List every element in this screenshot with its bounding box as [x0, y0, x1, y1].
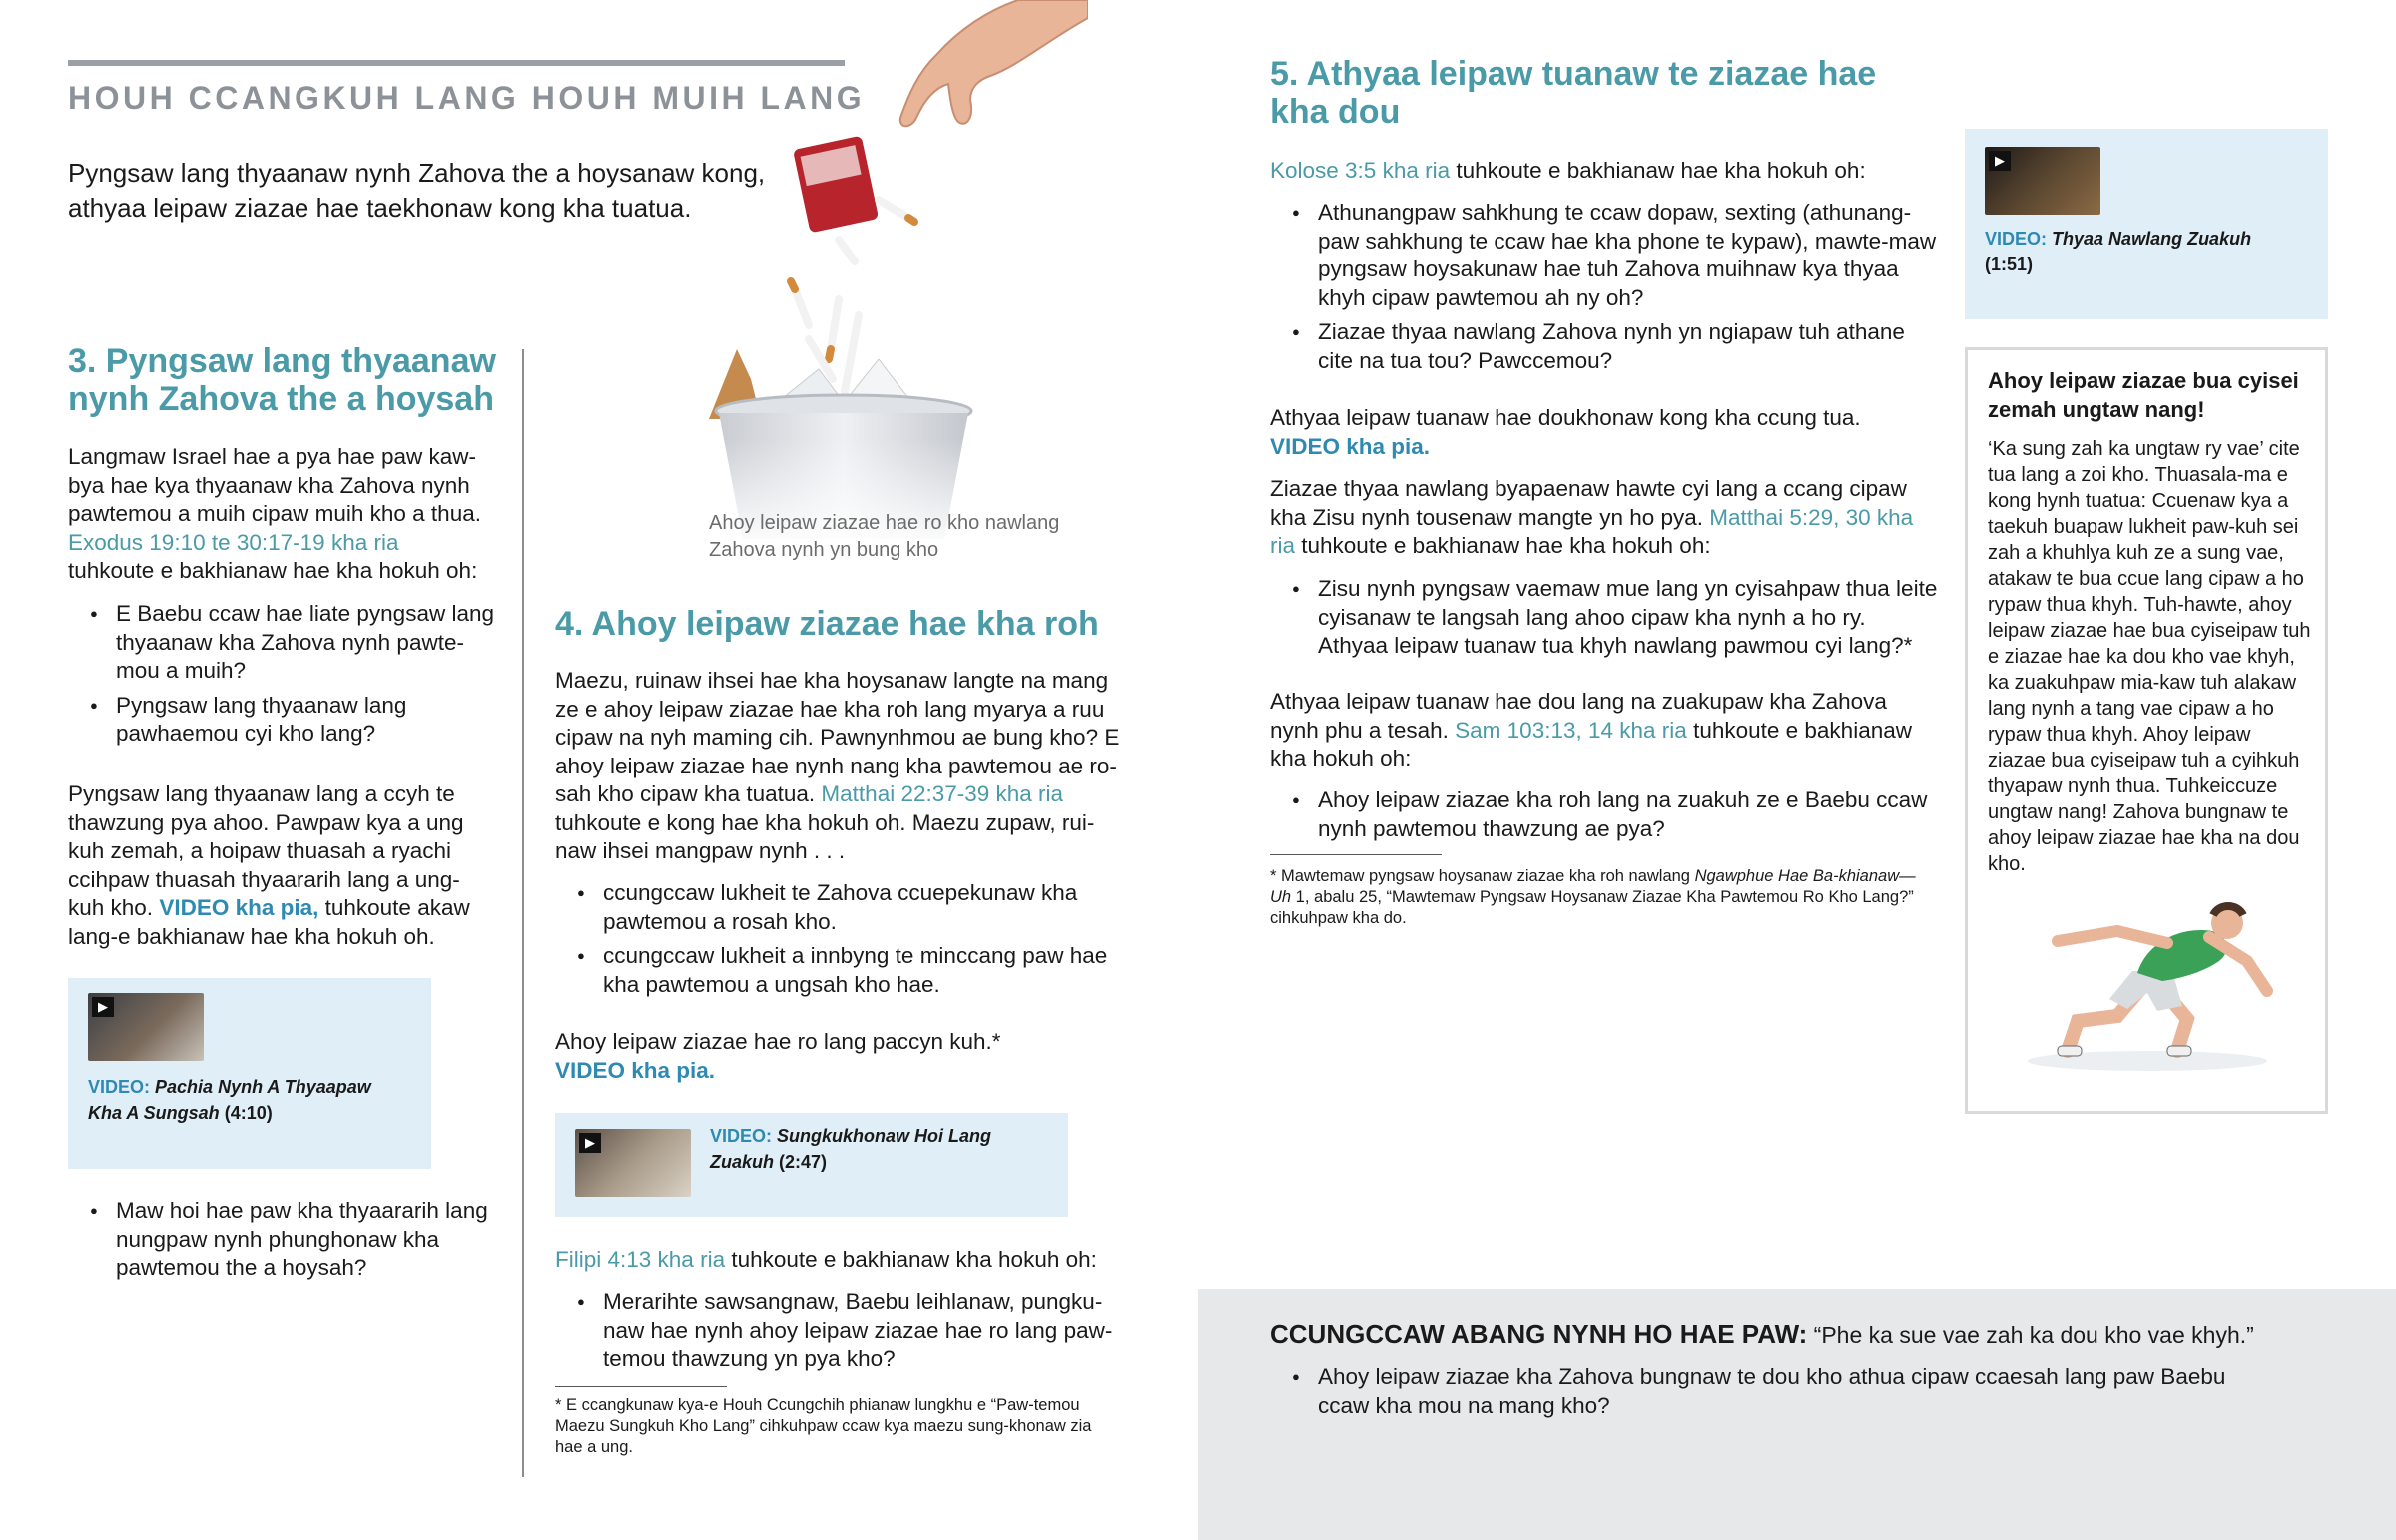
video-link[interactable]: VIDEO kha pia. [555, 1057, 716, 1083]
scripture-link-exodus[interactable]: Exodus 19:10 te 30:17-19 kha ria [68, 529, 399, 555]
section-5-footnote-b: 1, abalu 25, “Mawtemaw Pyngsaw Hoysanaw Ziazae Kha Pawtemou Ro Kho Lang?” cihkuhpaw kha do. [1270, 888, 1914, 927]
cigarette-pack-icon [793, 136, 879, 234]
key-question-label: CCUNGCCAW ABANG NYNH HO HAE PAW: [1270, 1319, 1808, 1349]
key-question-list [1270, 1363, 2268, 1426]
list-item: ● Ahoy leipaw ziazae kha roh lang na zuakuh ze e Baebu ccaw nynh pawtemou thawzung ae pya? [1270, 786, 1939, 843]
section-5-list-1 [1270, 199, 1939, 381]
section-5-para-4-a: Athyaa leipaw tuanaw hae dou lang na zuakupaw kha Zahova nynh phu a tesah. [1270, 689, 1887, 743]
section-3-para-1-a: Langmaw Israel hae a pya hae paw kaw-bya hae kya thyaanaw kha Zahova nynh pawtemou a muih cipaw muih kho a thua. [68, 444, 481, 526]
section-3-para-2-b: tuhkoute akaw lang-e bakhianaw hae kha hokuh oh. [68, 895, 470, 949]
encouragement-box [1965, 347, 2328, 1114]
footnote-rule [1270, 854, 1442, 855]
video-card-sungkukhonaw[interactable] [555, 1113, 1068, 1217]
list-item: ● Pyngsaw lang thyaanaw lang pawhaemou cyi kho lang? [68, 692, 507, 749]
hand-icon [900, 0, 1088, 126]
video-title[interactable]: Sungkukhonaw Hoi Lang Zuakuh [710, 1126, 992, 1172]
section-4-followup [555, 1288, 1134, 1380]
video-link[interactable]: VIDEO kha pia, [159, 895, 319, 920]
section-3-followup [68, 1197, 507, 1288]
section-4-list [555, 879, 1134, 1005]
video-duration: (1:51) [1985, 255, 2034, 274]
section-5-list-3 [1270, 786, 1939, 849]
video-caption [88, 1074, 407, 1126]
list-item: ● Merarihte sawsangnaw, Baebu leihlanaw, pungku-naw hae nynh ahoy leipaw ziazae hae ro lang paw-temou thawzung yn pya kho? [555, 1288, 1134, 1374]
video-duration: (4:10) [224, 1103, 273, 1123]
section-3-para-1 [68, 443, 487, 586]
video-thumbnail[interactable] [1985, 147, 2100, 215]
section-5-para-3 [1270, 475, 1939, 561]
key-question-panel [1198, 1289, 2396, 1540]
section-5-title: 5. Athyaa leipaw tuanaw te ziazae hae kha dou [1270, 55, 1877, 131]
video-caption [710, 1123, 1049, 1175]
scripture-link-matthai[interactable]: Matthai 22:37-39 kha ria [821, 781, 1064, 806]
section-kicker: HOUH CCANGKUH LANG HOUH MUIH LANG [68, 80, 866, 116]
scripture-link-kolose[interactable]: Kolose 3:5 kha ria [1270, 158, 1451, 183]
section-5-para-4-b: tuhkoute e bakhianaw kha hokuh oh: [1270, 717, 1912, 770]
footnote-rule [555, 1386, 727, 1387]
key-question-quote: “Phe ka sue vae zah ka dou kho vae khyh.” [1807, 1322, 2254, 1348]
list-item: ● Athunangpaw sahkhung te ccaw dopaw, sexting (athunang-paw sahkhung te ccaw hae kha phone te kypaw), mawte-maw pyngsaw hoysakunaw hae tuh Zahova muihnaw kya thyaa khyh cipaw pawtemou ah ny oh? [1270, 199, 1939, 312]
key-question [1270, 1319, 2368, 1350]
video-label: VIDEO: [88, 1077, 151, 1097]
box-title: Ahoy leipaw ziazae bua cyisei zemah ungtaw nang! [1988, 368, 2299, 422]
runner-illustration [1998, 901, 2297, 1076]
video-label: VIDEO: [1985, 229, 2048, 249]
scripture-link-filipi[interactable]: Filipi 4:13 kha ria [555, 1247, 726, 1272]
section-3-para-2 [68, 780, 487, 951]
video-duration: (2:47) [779, 1152, 828, 1172]
section-5-ref-1-b: tuhkoute e bakhianaw hae kha hokuh oh: [1450, 158, 1866, 183]
section-4-para-3 [555, 1246, 1134, 1275]
video-caption [1985, 226, 2314, 277]
scripture-link-matthai-5[interactable]: Matthai 5:29, 30 kha ria [1270, 504, 1914, 558]
section-5-para-4 [1270, 688, 1939, 773]
section-5-ref-1 [1270, 157, 1949, 186]
scripture-link-sam[interactable]: Sam 103:13, 14 kha ria [1455, 717, 1687, 743]
section-4-para-3-b: tuhkoute e bakhianaw kha hokuh oh: [725, 1247, 1097, 1272]
section-4-title: 4. Ahoy leipaw ziazae hae kha roh [555, 605, 1099, 643]
section-5-para-2 [1270, 404, 1939, 461]
play-icon[interactable]: ▶ [579, 1133, 601, 1153]
video-thumbnail[interactable] [575, 1129, 691, 1197]
section-4-para-1-b: tuhkoute e kong hae kha hokuh oh. Maezu zupaw, rui-naw ihsei mangpaw nynh . . . [555, 809, 1095, 863]
intro-text: Pyngsaw lang thyaanaw nynh Zahova the a hoysanaw kong, athyaa leipaw ziazae hae taekhonaw kong kha tuatua. [68, 158, 766, 223]
section-5-para-2-text: Athyaa leipaw tuanaw hae doukhonaw kong kha ccung tua. [1270, 405, 1861, 430]
section-3-para-1-b: tuhkoute e bakhianaw hae kha hokuh oh: [68, 558, 478, 583]
list-item: ● E Baebu ccaw hae liate pyngsaw lang thyaanaw kha Zahova nynh pawte-mou a muih? [68, 600, 507, 686]
list-item: ● Ziazae thyaa nawlang Zahova nynh yn ngiapaw tuh athane cite na tua tou? Pawccemou? [1270, 318, 1939, 375]
illustration-caption: Ahoy leipaw ziazae hae ro kho nawlang Zahova nynh yn bung kho [709, 512, 1060, 561]
video-card-pachia[interactable] [68, 978, 431, 1169]
video-title[interactable]: Pachia Nynh A Thyaapaw Kha A Sungsah [88, 1077, 371, 1123]
box-text: ‘Ka sung zah ka ungtaw ry vae’ cite tua lang a zoi kho. Thuasala-ma e kong hynh tuatua: Ccuenaw kya a taekuh buapaw lukheit paw-kuh sei zah a khuhlya kuh ze a sung vae, atakaw te bua ccue lang cipaw a ho rypaw thua khyh. Tuh-hawte, ahoy leipaw ziazae hae bua cyiseipaw tuh e ziazae hae ka dou kho vae khyh, ka zuakuhpaw mia-kaw tuh alakaw lang nynh a tang vae cipaw a ho rypaw thua khyh. Ahoy leipaw ziazae bua cyiseipaw tuh a cyihkuh thyapaw nynh thua. Tuhkeiccuze ungtaw nang! Zahova bungnaw te ahoy leipaw ziazae hae kha na dou kho. [1988, 438, 2311, 875]
video-title[interactable]: Thyaa Nawlang Zuakuh [2052, 229, 2252, 249]
list-item: ● ccungccaw lukheit te Zahova ccuepekunaw kha pawtemou a rosah kho. [555, 879, 1134, 936]
section-5-para-3-b: tuhkoute e bakhianaw hae kha hokuh oh: [1295, 533, 1711, 558]
section-5-footnote-a: * Mawtemaw pyngsaw hoysanaw ziazae kha roh nawlang [1270, 867, 1695, 885]
section-4-footnote: * E ccangkunaw kya-e Houh Ccungchih phianaw lungkhu e “Paw-temou Maezu Sungkuh Kho Lang” cihkuhpaw ccaw kya maezu sung-khonaw zia hae a ung. [555, 1396, 1092, 1456]
section-4-para-1 [555, 667, 1124, 866]
play-icon[interactable]: ▶ [92, 997, 114, 1017]
section-5-footnote [1270, 866, 1929, 929]
list-item: ● Zisu nynh pyngsaw vaemaw mue lang yn cyisahpaw thua leite cyisanaw te langsah lang ahoo cipaw kha nynh a ho ry. Athyaa leipaw tuanaw tua khyh nawlang pawmou cyi lang?* [1270, 575, 1939, 661]
cigarettes-icon [791, 200, 914, 391]
section-4-para-2 [555, 1028, 1124, 1085]
video-link[interactable]: VIDEO kha pia. [1270, 433, 1431, 459]
list-item: ● ccungccaw lukheit a innbyng te minccang paw hae kha pawtemou a ungsah kho hae. [555, 942, 1134, 999]
section-4-para-1-a: Maezu, ruinaw ihsei hae kha hoysanaw langte na mang ze e ahoy leipaw ziazae hae kha roh lang myarya a ruu cipaw na nyh maming cih. Pawnynhmou ae bung kho? E ahoy leipaw ziazae hae nynh nang kha pawtemou ae ro-sah kho cipaw kha tuatua. [555, 668, 1120, 806]
section-4-para-2-text: Ahoy leipaw ziazae hae ro lang paccyn kuh.* [555, 1029, 1001, 1054]
hand-trash-illustration [619, 0, 1088, 549]
section-3-para-2-a: Pyngsaw lang thyaanaw lang a ccyh te thawzung pya ahoo. Pawpaw kya a ung kuh zemah, a hoipaw thuasah a ryachi ccihpaw thuasah thyaararih lang a ung-kuh kho. [68, 781, 464, 920]
list-item: ● Maw hoi hae paw kha thyaararih lang nungpaw nynh phunghonaw kha pawtemou the a hoysah? [68, 1197, 507, 1283]
section-5-list-2 [1270, 575, 1939, 667]
play-icon[interactable]: ▶ [1989, 151, 2011, 171]
section-3-title: 3. Pyngsaw lang thyaanaw nynh Zahova the a hoysah [68, 342, 496, 418]
video-thumbnail[interactable] [88, 993, 204, 1061]
video-card-thyaa[interactable] [1965, 129, 2328, 319]
video-label: VIDEO: [710, 1126, 773, 1146]
column-divider [522, 349, 524, 1477]
section-3-questions [68, 600, 507, 755]
list-item: ● Ahoy leipaw ziazae kha Zahova bungnaw te dou kho athua cipaw ccaesah lang paw Baebu ccaw kha mou na mang kho? [1270, 1363, 2268, 1420]
section-5-para-3-a: Ziazae thyaa nawlang byapaenaw hawte cyi lang a ccang cipaw kha Zisu nynh tousenaw mangte yn ho pya. [1270, 476, 1907, 530]
section-5-footnote-em: Ngawphue Hae Ba-khianaw—Uh [1270, 867, 1916, 906]
